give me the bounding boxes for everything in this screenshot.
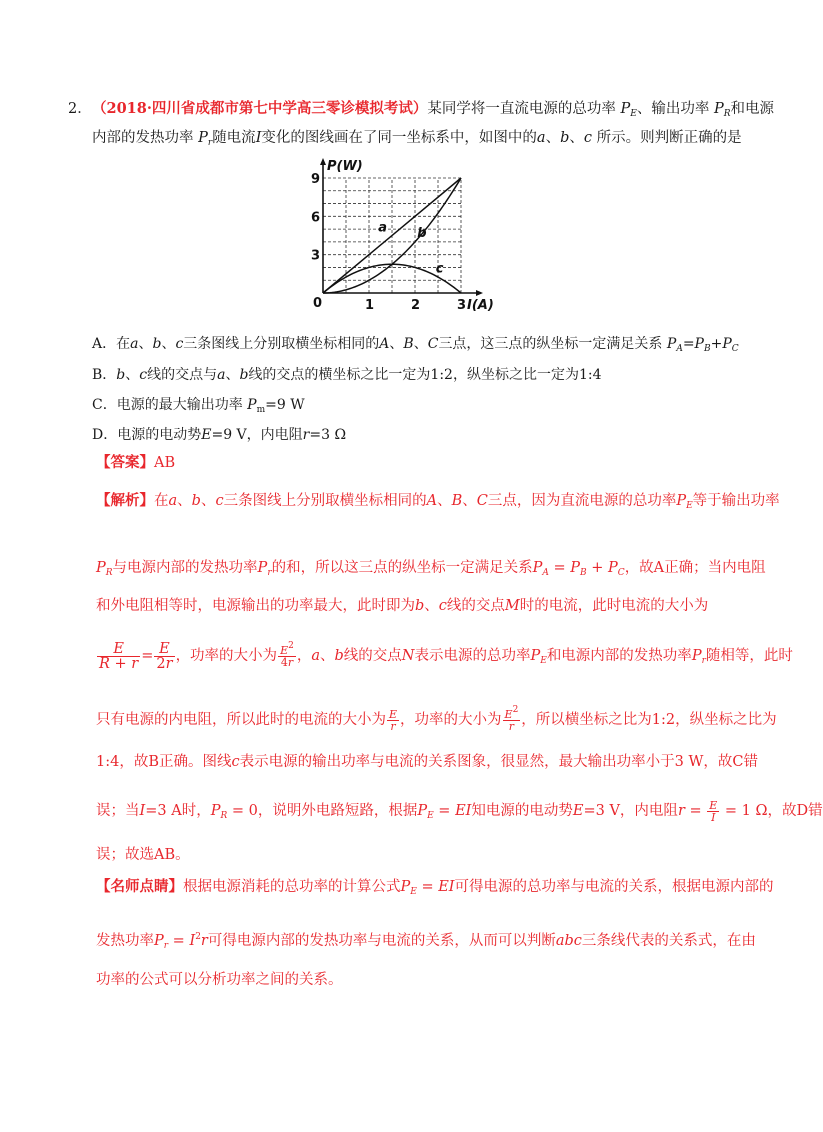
y-tick-label: 9 xyxy=(311,172,321,187)
y-tick-label: 6 xyxy=(311,210,321,226)
question-stem-line-2: 内部的发热功率 $P_r$随电流I变化的图线画在了同一坐标系中，如图中的a、b、c 所示。则判断正确的是 xyxy=(92,130,742,148)
y-axis-label: P(W) xyxy=(327,159,363,174)
analysis-line-5: 只有电源的内电阻，所以此时的电流的大小为 $\frac{E}{r}$ ，功率的大小为 $\frac{E^2}{r}$ ，所以横坐标之比为1:2，纵坐标之比为 xyxy=(96,704,777,733)
x-tick-label: 1 xyxy=(365,298,375,313)
x-axis-label: I(A) xyxy=(467,298,494,313)
answer-value: AB xyxy=(154,455,176,471)
analysis-line-2: $P_R$与电源内部的发热功率$P_r$的和，所以这三点的纵坐标一定满足关系$P_A = P_B + P_C$，故A正确；当内电阻 xyxy=(96,560,766,578)
analysis-line-8: 误；故选AB。 xyxy=(96,847,190,863)
option-b[interactable]: B．b、c线的交点与a、b线的交点的横坐标之比一定为1:2，纵坐标之比一定为1:4 xyxy=(92,367,602,383)
series-label-c: c xyxy=(435,261,444,277)
tip-line-3: 功率的公式可以分析功率之间的关系。 xyxy=(96,972,343,988)
option-c[interactable]: C．电源的最大输出功率 $P_m=9$ W xyxy=(92,397,305,415)
question-stem-line-1: （2018·四川省成都市第七中学高三零诊模拟考试）某同学将一直流电源的总功率 $P_E$、输出功率 $P_R$和电源 xyxy=(92,100,775,119)
answer-label: 【答案】 xyxy=(96,454,154,471)
analysis-line-6: 1:4，故B正确。图线c表示电源的输出功率与电流的关系图象，很显然，最大输出功率小于3 W，故C错 xyxy=(96,754,758,770)
x-tick-label: 3 xyxy=(457,298,467,313)
analysis-line-4: $\frac{E}{R + r}$ = $\frac{E}{2r}$ ，功率的大小为 $\frac{E^2}{4r}$ ，a、b线的交点N表示电源的总功率$P_E$和电源内部的发热功率$P_r$随相等，此时 xyxy=(99,640,793,672)
tip-line-1: 【名师点睛】根据电源消耗的总功率的计算公式$P_E$ = EI可得电源的总功率与电流的关系，根据电源内部的 xyxy=(96,878,774,897)
y-axis-arrow xyxy=(320,158,326,165)
analysis-line-7: 误；当I=3 A时，$P_R = 0$，说明外电路短路，根据$P_E$ = EI知电源的电动势E=3 V，内电阻r = $\frac{E}{I}$ = 1 Ω，故D错 xyxy=(96,798,823,824)
series-label-a: a xyxy=(378,220,387,236)
x-tick-label: 2 xyxy=(411,298,421,313)
option-d[interactable]: D．电源的电动势E=9 V，内电阻r=3 Ω xyxy=(92,427,347,443)
series-label-b: b xyxy=(417,225,427,241)
question-source: （2018·四川省成都市第七中学高三零诊模拟考试） xyxy=(92,100,428,117)
power-current-chart xyxy=(305,155,505,315)
chart-labels xyxy=(311,159,494,313)
analysis-line-1: 【解析】在a、b、c三条图线上分别取横坐标相同的A、B、C三点，因为直流电源的总功率$P_E$等于输出功率 xyxy=(96,492,780,511)
option-a[interactable]: A．在a、b、c三条图线上分别取横坐标相同的A、B、C三点，这三点的纵坐标一定满足关系 $P_A=P_B+P_C$ xyxy=(92,336,739,354)
x-axis-arrow xyxy=(476,290,483,296)
answer-line xyxy=(96,453,175,473)
analysis-line-3: 和外电阻相等时，电源输出的功率最大，此时即为b、c线的交点M时的电流，此时电流的大小为 xyxy=(96,598,709,614)
tip-line-2: 发热功率$P_r = I^2r$可得电源内部的发热功率与电流的关系，从而可以判断abc三条线代表的关系式，在由 xyxy=(96,932,756,951)
y-tick-label: 3 xyxy=(311,248,321,264)
question-number: 2． xyxy=(68,101,92,117)
origin-label: 0 xyxy=(313,296,323,311)
